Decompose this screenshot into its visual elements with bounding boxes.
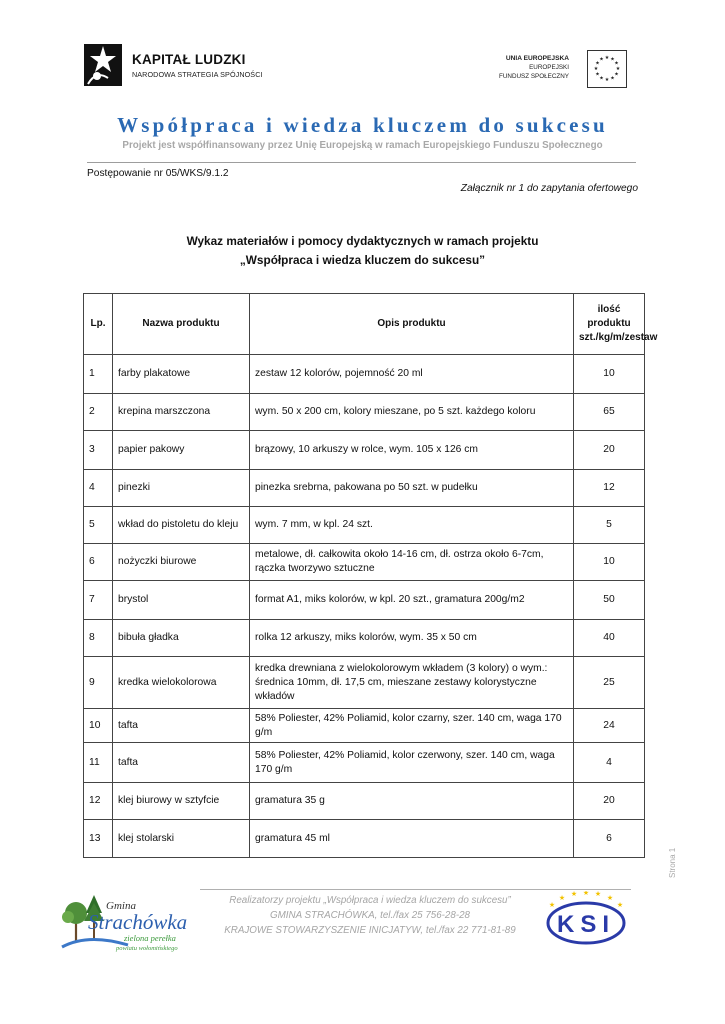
- svg-text:★: ★: [582, 891, 590, 897]
- document-title-line1: Wykaz materiałów i pomocy dydaktycznych w ramach projektu: [186, 234, 539, 248]
- row-desc: pinezka srebrna, pakowana po 50 szt. w pudełku: [250, 470, 574, 507]
- table-row: [84, 355, 645, 394]
- row-qty: 4: [574, 743, 645, 783]
- eu-logo: [497, 50, 627, 88]
- header-lp: Lp.: [84, 294, 113, 355]
- kl-title: KAPITAŁ LUDZKI: [132, 52, 246, 67]
- row-desc: gramatura 35 g: [250, 783, 574, 820]
- procedure-number: Postępowanie nr 05/WKS/9.1.2: [87, 168, 229, 179]
- table-row: [84, 431, 645, 470]
- row-lp: 12: [84, 783, 113, 820]
- gmina-slogan1: zielona perełka: [124, 933, 176, 943]
- gmina-word: Gmina: [106, 900, 136, 912]
- ksi-letters: KSI: [556, 911, 616, 938]
- row-name: nożyczki biurowe: [113, 544, 250, 581]
- row-qty: 24: [574, 709, 645, 743]
- svg-text:★: ★: [606, 895, 614, 902]
- eu-line1: UNIA EUROPEJSKA: [505, 55, 569, 62]
- row-desc: 58% Poliester, 42% Poliamid, kolor czarny, szer. 140 cm, waga 170 g/m: [250, 709, 574, 743]
- header-qty: ilość produktu szt./kg/m/zestaw: [574, 294, 645, 355]
- eu-line3: FUNDUSZ SPOŁECZNY: [499, 73, 569, 80]
- table-row: [84, 620, 645, 657]
- row-desc: 58% Poliester, 42% Poliamid, kolor czerwony, szer. 140 cm, waga 170 g/m: [250, 743, 574, 783]
- svg-text:★: ★: [610, 56, 615, 63]
- row-qty: 6: [574, 820, 645, 858]
- svg-text:★: ★: [548, 902, 556, 909]
- document-title: [0, 232, 725, 270]
- row-name: klej biurowy w sztyfcie: [113, 783, 250, 820]
- footer-line2: GMINA STRACHÓWKA, tel./fax 25 756-28-28: [270, 910, 470, 921]
- table-row: [84, 709, 645, 743]
- row-qty: 40: [574, 620, 645, 657]
- row-lp: 3: [84, 431, 113, 470]
- svg-text:★: ★: [616, 902, 624, 909]
- svg-text:★: ★: [614, 71, 619, 78]
- svg-text:★: ★: [593, 66, 599, 72]
- svg-text:★: ★: [570, 891, 578, 898]
- row-desc: wym. 7 mm, w kpl. 24 szt.: [250, 507, 574, 544]
- table-header-row: [84, 294, 645, 355]
- page-number-label: Strona 1: [668, 847, 677, 878]
- row-desc: gramatura 45 ml: [250, 820, 574, 858]
- row-qty: 10: [574, 355, 645, 394]
- table-row: [84, 394, 645, 431]
- row-qty: 20: [574, 431, 645, 470]
- row-desc: format A1, miks kolorów, w kpl. 20 szt., gramatura 200g/m2: [250, 581, 574, 620]
- row-desc: wym. 50 x 200 cm, kolory mieszane, po 5 szt. każdego koloru: [250, 394, 574, 431]
- row-qty: 12: [574, 470, 645, 507]
- row-desc: rolka 12 arkuszy, miks kolorów, wym. 35 x 50 cm: [250, 620, 574, 657]
- table-row: [84, 783, 645, 820]
- svg-text:★: ★: [594, 891, 602, 898]
- row-lp: 11: [84, 743, 113, 783]
- project-title: Współpraca i wiedza kluczem do sukcesu: [117, 113, 608, 137]
- svg-text:★: ★: [615, 66, 621, 72]
- ksi-logo: [540, 891, 632, 947]
- row-qty: 50: [574, 581, 645, 620]
- header-divider: [87, 162, 636, 163]
- row-qty: 5: [574, 507, 645, 544]
- svg-text:★: ★: [595, 71, 600, 78]
- row-name: brystol: [113, 581, 250, 620]
- table-row: [84, 581, 645, 620]
- row-lp: 13: [84, 820, 113, 858]
- row-lp: 5: [84, 507, 113, 544]
- eu-text: [499, 54, 569, 81]
- attachment-label: Załącznik nr 1 do zapytania ofertowego: [460, 183, 638, 194]
- eu-flag-icon: [587, 50, 627, 88]
- table-row: [84, 743, 645, 783]
- row-name: bibuła gładka: [113, 620, 250, 657]
- row-lp: 6: [84, 544, 113, 581]
- row-name: papier pakowy: [113, 431, 250, 470]
- svg-text:★: ★: [599, 75, 604, 82]
- footer-line3: KRAJOWE STOWARZYSZENIE INICJATYW, tel./fax 22 771-81-89: [224, 925, 516, 936]
- table-row: [84, 544, 645, 581]
- row-desc: metalowe, dł. całkowita około 14-16 cm, dł. ostrza około 6-7cm, rączka tworzywo sztuczne: [250, 544, 574, 581]
- row-name: pinezki: [113, 470, 250, 507]
- row-lp: 2: [84, 394, 113, 431]
- kapital-ludzki-emblem-icon: [78, 40, 128, 90]
- row-desc: zestaw 12 kolorów, pojemność 20 ml: [250, 355, 574, 394]
- row-name: krepina marszczona: [113, 394, 250, 431]
- svg-text:★: ★: [604, 55, 610, 61]
- row-lp: 1: [84, 355, 113, 394]
- gmina-slogan2: powiatu wołomińskiego: [116, 945, 178, 952]
- document-title-line2: „Współpraca i wiedza kluczem do sukcesu”: [239, 253, 486, 267]
- svg-text:★: ★: [599, 56, 604, 63]
- table-row: [84, 507, 645, 544]
- page-number: [668, 838, 708, 878]
- row-name: kredka wielokolorowa: [113, 657, 250, 709]
- row-name: tafta: [113, 743, 250, 783]
- row-desc: kredka drewniana z wielokolorowym wkładem (3 kolory) o wym.: średnica 10mm, dł. 17,5 cm, mieszane zestawy kolorystyczne wkładów: [250, 657, 574, 709]
- svg-text:★: ★: [595, 60, 600, 67]
- gmina-name: Strachówka: [88, 910, 188, 934]
- row-name: wkład do pistoletu do kleju: [113, 507, 250, 544]
- footer-line1: Realizatorzy projektu „Współpraca i wiedza kluczem do sukcesu”: [229, 895, 511, 906]
- header-desc: Opis produktu: [250, 294, 574, 355]
- row-qty: 20: [574, 783, 645, 820]
- row-name: farby plakatowe: [113, 355, 250, 394]
- kl-subtitle: NARODOWA STRATEGIA SPÓJNOŚCI: [132, 70, 263, 79]
- footer-divider: [200, 889, 631, 890]
- table-row: [84, 820, 645, 858]
- kapital-ludzki-logo: [78, 40, 278, 90]
- footer-text: [185, 893, 555, 938]
- table-row: [84, 470, 645, 507]
- svg-text:★: ★: [558, 895, 566, 902]
- svg-text:★: ★: [604, 77, 610, 83]
- row-lp: 4: [84, 470, 113, 507]
- row-qty: 10: [574, 544, 645, 581]
- materials-table: [83, 293, 658, 858]
- row-lp: 10: [84, 709, 113, 743]
- table-row: [84, 657, 645, 709]
- svg-text:★: ★: [610, 75, 615, 82]
- gmina-strachowka-logo: [58, 889, 203, 957]
- row-qty: 25: [574, 657, 645, 709]
- row-lp: 7: [84, 581, 113, 620]
- header-name: Nazwa produktu: [113, 294, 250, 355]
- row-qty: 65: [574, 394, 645, 431]
- svg-text:★: ★: [614, 60, 619, 67]
- row-desc: brązowy, 10 arkuszy w rolce, wym. 105 x 126 cm: [250, 431, 574, 470]
- project-subtitle: Projekt jest współfinansowany przez Unię Europejską w ramach Europejskiego Funduszu Społecznego: [122, 140, 603, 151]
- eu-line2: EUROPEJSKI: [529, 64, 569, 71]
- row-lp: 8: [84, 620, 113, 657]
- row-name: klej stolarski: [113, 820, 250, 858]
- row-name: tafta: [113, 709, 250, 743]
- row-lp: 9: [84, 657, 113, 709]
